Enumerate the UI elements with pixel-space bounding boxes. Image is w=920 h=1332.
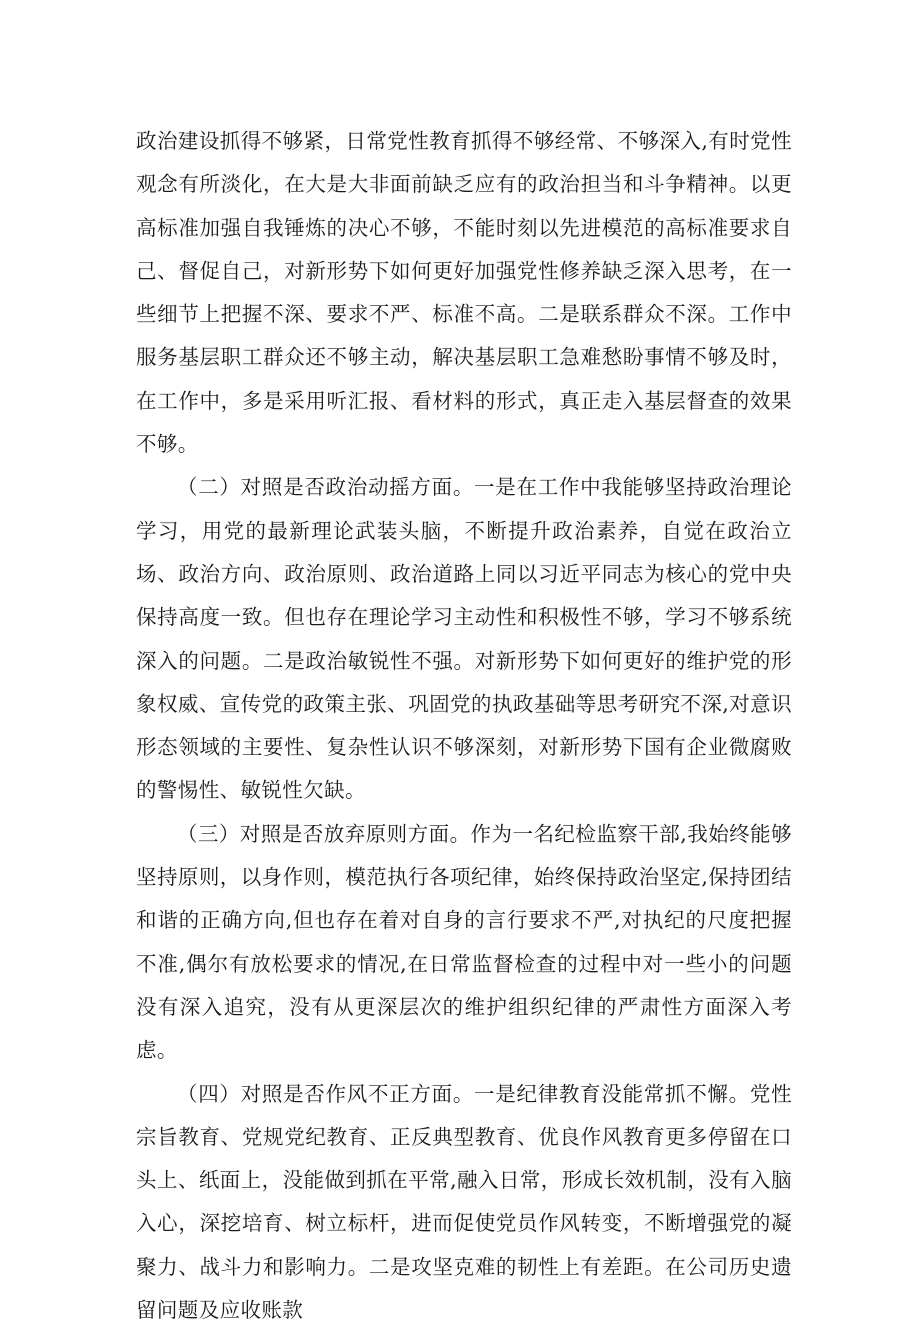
paragraph-section-4: （四）对照是否作风不正方面。一是纪律教育没能常抓不懈。党性宗旨教育、党规党纪教育、正反典型教育、优良作风教育更多停留在口头上、纸面上，没能做到抓在平常,融入日常，形成长效机制，没有入脑入心，深挖培育、树立标杆，进而促使党员作风转变，不断增强党的凝聚力、战斗力和影响力。二是攻坚克难的韧性上有差距。在公司历史遗留问题及应收账款 [136,1081,792,1323]
paragraph-section-3: （三）对照是否放弃原则方面。作为一名纪检监察干部,我始终能够坚持原则，以身作则，模范执行各项纪律，始终保持政治坚定,保持团结和谐的正确方向,但也存在着对自身的言行要求不严,对执纪的尺度把握不准,偶尔有放松要求的情况,在日常监督检查的过程中对一些小的问题没有深入追究，没有从更深层次的维护组织纪律的严肃性方面深入考虑。 [136,821,792,1063]
paragraph-continuation: 政治建设抓得不够紧，日常党性教育抓得不够经常、不够深入,有时党性观念有所淡化，在大是大非面前缺乏应有的政治担当和斗争精神。以更高标准加强自我锤炼的决心不够，不能时刻以先进模范的高标准要求自己、督促自己，对新形势下如何更好加强党性修养缺乏深入思考，在一些细节上把握不深、要求不严、标准不高。二是联系群众不深。工作中服务基层职工群众还不够主动，解决基层职工急难愁盼事情不够及时，在工作中，多是采用听汇报、看材料的形式，真正走入基层督查的效果不够。 [136,129,792,457]
document-body [136,120,792,1332]
paragraph-section-2: （二）对照是否政治动摇方面。一是在工作中我能够坚持政治理论学习，用党的最新理论武装头脑，不断提升政治素养，自觉在政治立场、政治方向、政治原则、政治道路上同以习近平同志为核心的党中央保持高度一致。但也存在理论学习主动性和积极性不够，学习不够系统深入的问题。二是政治敏锐性不强。对新形势下如何更好的维护党的形象权威、宣传党的政策主张、巩固党的执政基础等思考研究不深,对意识形态领域的主要性、复杂性认识不够深刻，对新形势下国有企业微腐败的警惕性、敏锐性欠缺。 [136,475,792,803]
